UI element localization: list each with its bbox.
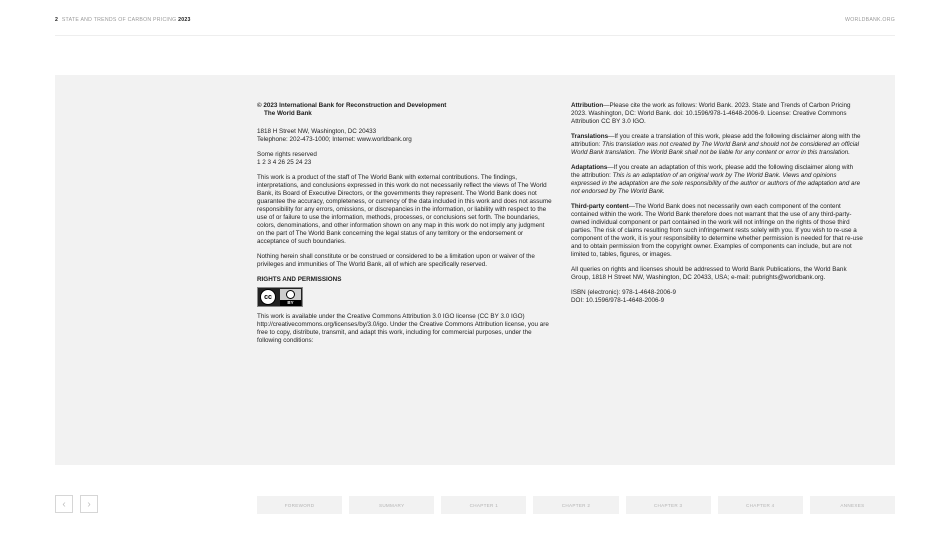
copyright-line: © 2023 International Bank for Reconstruction and Development (257, 102, 447, 109)
attribution-text: —Please cite the work as follows: World Bank. 2023. State and Trends of Carbon Pricing 2023. Washington, DC: World Bank. doi: 10.1596/978-1-4648-2006-9. License: Creative Commons Attribution CC BY 3.0 IGO. (571, 102, 851, 125)
third-party-paragraph (571, 203, 863, 259)
chapter-navigation (257, 496, 895, 514)
site-link[interactable]: WORLDBANK.ORG (845, 17, 895, 23)
attribution-label: Attribution (571, 102, 604, 109)
telephone: Telephone: 202-473-1000; Internet: www.worldbank.org (257, 136, 412, 143)
translations-label: Translations (571, 133, 609, 140)
cc-by-label: BY (280, 300, 301, 306)
nav-annexes[interactable]: ANNEXES (810, 496, 895, 514)
previous-page-button[interactable] (55, 495, 73, 513)
next-page-button[interactable] (80, 495, 98, 513)
license-paragraph: This work is available under the Creative Commons Attribution 3.0 IGO license (CC BY 3.0 IGO) http://creativecommons.org/licenses/by/3.0/igo. Under the Creative Commons Attribution license, you are free to copy, distribute, transmit, and adapt this work, including for commercial purposes, under the following conditions: (257, 313, 549, 344)
third-party-text: —The World Bank does not necessarily own each component of the content contained within the work. The World Bank therefore does not warrant that the use of any third-party-owned individual component or part contained in the work will not infringe on the rights of those third parties. The risk of claims resulting from such infringement rests solely with you. If you wish to re-use a component of the work, it is your responsibility to determine whether permission is needed for that re-use and to obtain permission from the copyright owner. Examples of components can include, but are not limited to, tables, figures, or images. (571, 203, 863, 258)
copyright-panel (55, 75, 895, 465)
page-number: 2 (55, 17, 59, 23)
attribution-paragraph (571, 102, 863, 126)
adaptations-label: Adaptations (571, 164, 608, 171)
isbn: ISBN (electronic): 978-1-4648-2006-9 (571, 289, 677, 296)
creative-commons-badge[interactable] (257, 287, 303, 307)
attribution-person-icon (280, 289, 301, 300)
disclaimer-paragraph: This work is a product of the staff of The World Bank with external contributions. The findings, interpretations, and conclusions expressed in this work do not necessarily reflect the views of The World Bank, its Board of Executive Directors, or the governments they represent. The World Bank does not guarantee the accuracy, completeness, or currency of the data included in this work and does not assume responsibility for any errors, omissions, or discrepancies in the information, or liability with respect to the use of or failure to use the information, methods, processes, or conclusions set forth. The boundaries, colors, denominations, and other information shown on any map in this work do not imply any judgment on the part of The World Bank concerning the legal status of any territory or the endorsement or acceptance of such boundaries. (257, 174, 552, 245)
chevron-left-icon: ‹ (62, 498, 66, 510)
nav-chapter-3[interactable]: CHAPTER 3 (626, 496, 711, 514)
nav-chapter-4[interactable]: CHAPTER 4 (718, 496, 803, 514)
copyright-org: The World Bank (264, 110, 312, 117)
address: 1818 H Street NW, Washington, DC 20433 (257, 128, 377, 135)
running-header (55, 17, 895, 27)
queries-paragraph: All queries on rights and licenses should be addressed to World Bank Publications, the World Bank Group, 1818 H Street NW, Washington, DC 20433, USA; e-mail: pubrights@worldbank.org. (571, 266, 847, 281)
rights-heading: RIGHTS AND PERMISSIONS (257, 276, 342, 283)
privileges-paragraph: Nothing herein shall constitute or be construed or considered to be a limitation upon or waiver of the privileges and immunities of The World Bank, all of which are specifically reserved. (257, 253, 535, 268)
translations-paragraph (571, 133, 863, 157)
nav-chapter-2[interactable]: CHAPTER 2 (533, 496, 618, 514)
cc-logo-icon: cc (260, 289, 276, 305)
rights-reserved: Some rights reserved (257, 151, 317, 158)
adaptations-paragraph (571, 164, 863, 196)
doi: DOI: 10.1596/978-1-4648-2006-9 (571, 297, 665, 304)
adaptations-disclaimer: This is an adaptation of an original work by The World Bank. Views and opinions expressed in the adaptation are the sole responsibility of the author or authors of the adaptation and are not endorsed by The World Bank. (571, 172, 861, 195)
nav-foreword[interactable]: FOREWORD (257, 496, 342, 514)
right-column (571, 102, 863, 312)
nav-summary[interactable]: SUMMARY (349, 496, 434, 514)
printing-line: 1 2 3 4 26 25 24 23 (257, 159, 312, 166)
translations-text: —If you create a translation of this work, please add the following disclaimer along with the attribution: (571, 133, 861, 148)
chevron-right-icon: › (87, 498, 91, 510)
translations-disclaimer: This translation was not created by The World Bank and should not be considered an official World Bank translation. The World Bank shall not be liable for any content or error in this translation. (571, 141, 860, 156)
report-title: STATE AND TRENDS OF CARBON PRICING (61, 17, 177, 23)
left-column (257, 102, 552, 352)
header-divider (55, 35, 895, 36)
third-party-label: Third-party content (571, 203, 629, 210)
nav-chapter-1[interactable]: CHAPTER 1 (441, 496, 526, 514)
adaptations-text: —If you create an adaptation of this work, please add the following disclaimer along with the attribution: (571, 164, 854, 179)
report-year: 2023 (178, 17, 191, 23)
